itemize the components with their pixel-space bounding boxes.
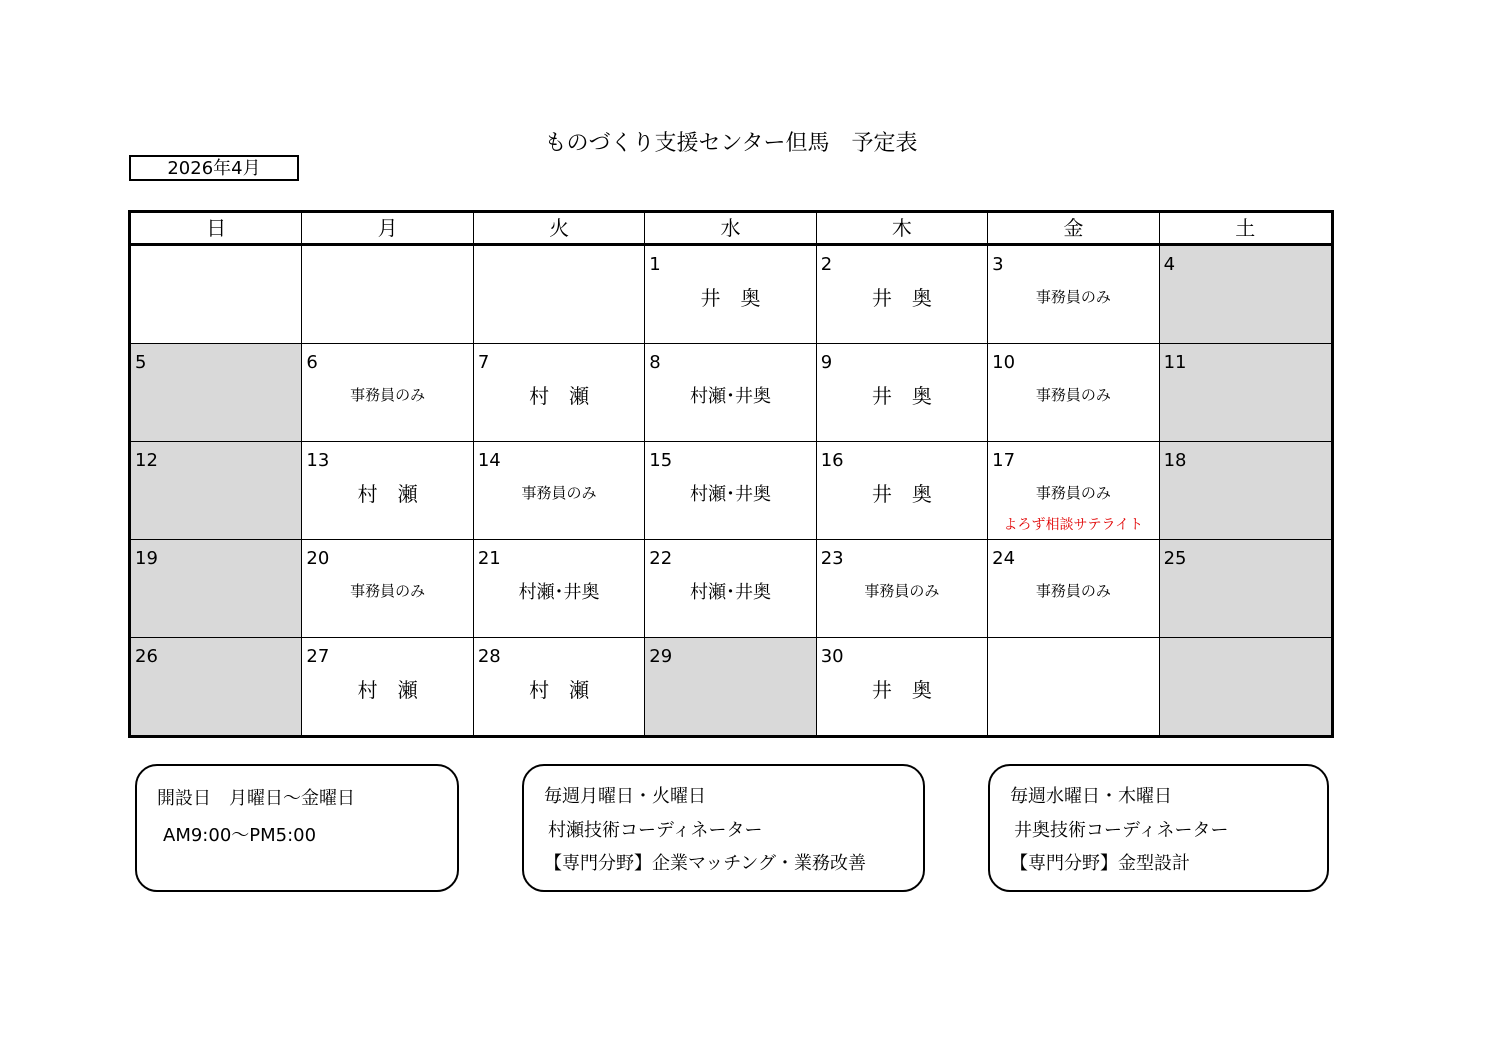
calendar-day-cell <box>474 343 645 441</box>
calendar-day-cell <box>302 441 473 539</box>
ioku-days: 毎週水曜日・木曜日 <box>1010 786 1172 807</box>
weekday-header-sat: 土 <box>1160 213 1331 245</box>
day-number: 13 <box>306 450 330 471</box>
staff-assignment: 村 瀬 <box>357 678 418 702</box>
day-number: 8 <box>649 352 661 373</box>
opening-days: 開設日 月曜日～金曜日 <box>157 788 355 809</box>
calendar-day-cell <box>1160 245 1331 343</box>
day-number: 20 <box>306 548 330 569</box>
day-number: 10 <box>992 352 1016 373</box>
day-number: 7 <box>477 352 490 373</box>
calendar-day-cell <box>131 637 302 735</box>
calendar-day-cell <box>645 637 816 735</box>
day-number: 19 <box>135 548 158 569</box>
day-number: 6 <box>306 352 318 373</box>
staff-assignment: 事務員のみ <box>1035 386 1111 404</box>
calendar-day-cell <box>131 343 302 441</box>
day-number: 30 <box>820 646 844 667</box>
staff-assignment: 村瀬･井奥 <box>689 582 771 603</box>
staff-assignment: 村瀬･井奥 <box>518 582 600 603</box>
calendar-day-cell <box>302 539 473 637</box>
staff-assignment: 事務員のみ <box>350 386 426 404</box>
day-number: 25 <box>1163 548 1187 569</box>
calendar-day-cell <box>988 637 1159 735</box>
staff-assignment: 井 奥 <box>700 286 761 310</box>
day-number: 17 <box>992 450 1016 471</box>
staff-assignment: 事務員のみ <box>864 582 940 600</box>
calendar-day-cell <box>302 343 473 441</box>
murase-specialty: 【専門分野】企業マッチング・業務改善 <box>544 853 867 874</box>
day-number: 11 <box>1163 352 1187 373</box>
page-title: ものづくり支援センター但馬 予定表 <box>544 131 918 156</box>
calendar-day-cell <box>474 539 645 637</box>
calendar-day-cell <box>817 441 988 539</box>
murase-title: 村瀬技術コーディネーター <box>548 820 763 841</box>
calendar-day-cell <box>474 637 645 735</box>
weekday-header-thu: 木 <box>817 213 988 245</box>
day-number: 16 <box>820 450 844 471</box>
day-number: 22 <box>649 548 673 569</box>
day-number: 3 <box>992 254 1004 275</box>
day-number: 18 <box>1163 450 1187 471</box>
staff-assignment: 村 瀬 <box>529 678 590 702</box>
event-note: よろず相談サテライト <box>1003 517 1144 533</box>
day-number: 21 <box>477 548 501 569</box>
day-number: 1 <box>649 254 661 275</box>
staff-assignment: 井 奥 <box>871 286 932 310</box>
day-number: 23 <box>820 548 844 569</box>
calendar-day-cell <box>817 343 988 441</box>
calendar-day-cell <box>988 539 1159 637</box>
weekday-header-fri: 金 <box>988 213 1159 245</box>
staff-assignment: 事務員のみ <box>1035 288 1111 306</box>
staff-assignment: 村瀬･井奥 <box>689 386 771 407</box>
day-number: 12 <box>135 450 158 471</box>
calendar-day-cell <box>131 245 302 343</box>
calendar-day-cell <box>645 343 816 441</box>
day-number: 9 <box>820 352 833 373</box>
day-number: 15 <box>649 450 673 471</box>
calendar-day-cell <box>1160 441 1331 539</box>
staff-assignment: 事務員のみ <box>521 484 597 502</box>
opening-hours: AM9:00～PM5:00 <box>163 825 317 846</box>
weekday-header-wed: 水 <box>645 213 816 245</box>
calendar-day-cell <box>988 343 1159 441</box>
staff-assignment: 村 瀬 <box>357 482 418 506</box>
staff-assignment: 井 奥 <box>871 482 932 506</box>
calendar-grid <box>128 210 1334 738</box>
day-number: 28 <box>477 646 501 667</box>
staff-assignment: 事務員のみ <box>1035 582 1111 600</box>
calendar-day-cell <box>302 637 473 735</box>
staff-assignment: 井 奥 <box>871 384 932 408</box>
day-number: 4 <box>1163 254 1176 275</box>
staff-assignment: 事務員のみ <box>350 582 426 600</box>
calendar-day-cell <box>988 441 1159 539</box>
staff-assignment: 村 瀬 <box>529 384 590 408</box>
calendar-day-cell <box>645 245 816 343</box>
staff-assignment: 村瀬･井奥 <box>689 484 771 505</box>
ioku-title: 井奥技術コーディネーター <box>1014 820 1229 841</box>
day-number: 24 <box>992 548 1016 569</box>
info-box-murase <box>522 764 925 892</box>
calendar-day-cell <box>1160 343 1331 441</box>
calendar-day-cell <box>131 539 302 637</box>
calendar-day-cell <box>1160 539 1331 637</box>
calendar-day-cell <box>474 441 645 539</box>
calendar-day-cell <box>1160 637 1331 735</box>
day-number: 14 <box>477 450 501 471</box>
calendar-day-cell <box>817 245 988 343</box>
calendar-day-cell <box>474 245 645 343</box>
weekday-header-mon: 月 <box>302 213 473 245</box>
staff-assignment: 事務員のみ <box>1035 484 1111 502</box>
day-number: 26 <box>135 646 158 667</box>
calendar-day-cell <box>988 245 1159 343</box>
calendar-day-cell <box>645 539 816 637</box>
calendar-day-cell <box>302 245 473 343</box>
calendar-day-cell <box>817 539 988 637</box>
day-number: 27 <box>306 646 330 667</box>
month-label: 2026年4月 <box>129 155 299 181</box>
ioku-specialty: 【専門分野】金型設計 <box>1010 853 1190 874</box>
weekday-header-sun: 日 <box>131 213 302 245</box>
calendar-day-cell <box>817 637 988 735</box>
staff-assignment: 井 奥 <box>871 678 932 702</box>
info-box-opening-hours <box>135 764 459 892</box>
weekday-header-tue: 火 <box>474 213 645 245</box>
murase-days: 毎週月曜日・火曜日 <box>544 786 706 807</box>
info-box-ioku <box>988 764 1329 892</box>
day-number: 29 <box>649 646 673 667</box>
day-number: 2 <box>820 254 833 275</box>
calendar-day-cell <box>131 441 302 539</box>
day-number: 5 <box>135 352 147 373</box>
calendar-day-cell <box>645 441 816 539</box>
